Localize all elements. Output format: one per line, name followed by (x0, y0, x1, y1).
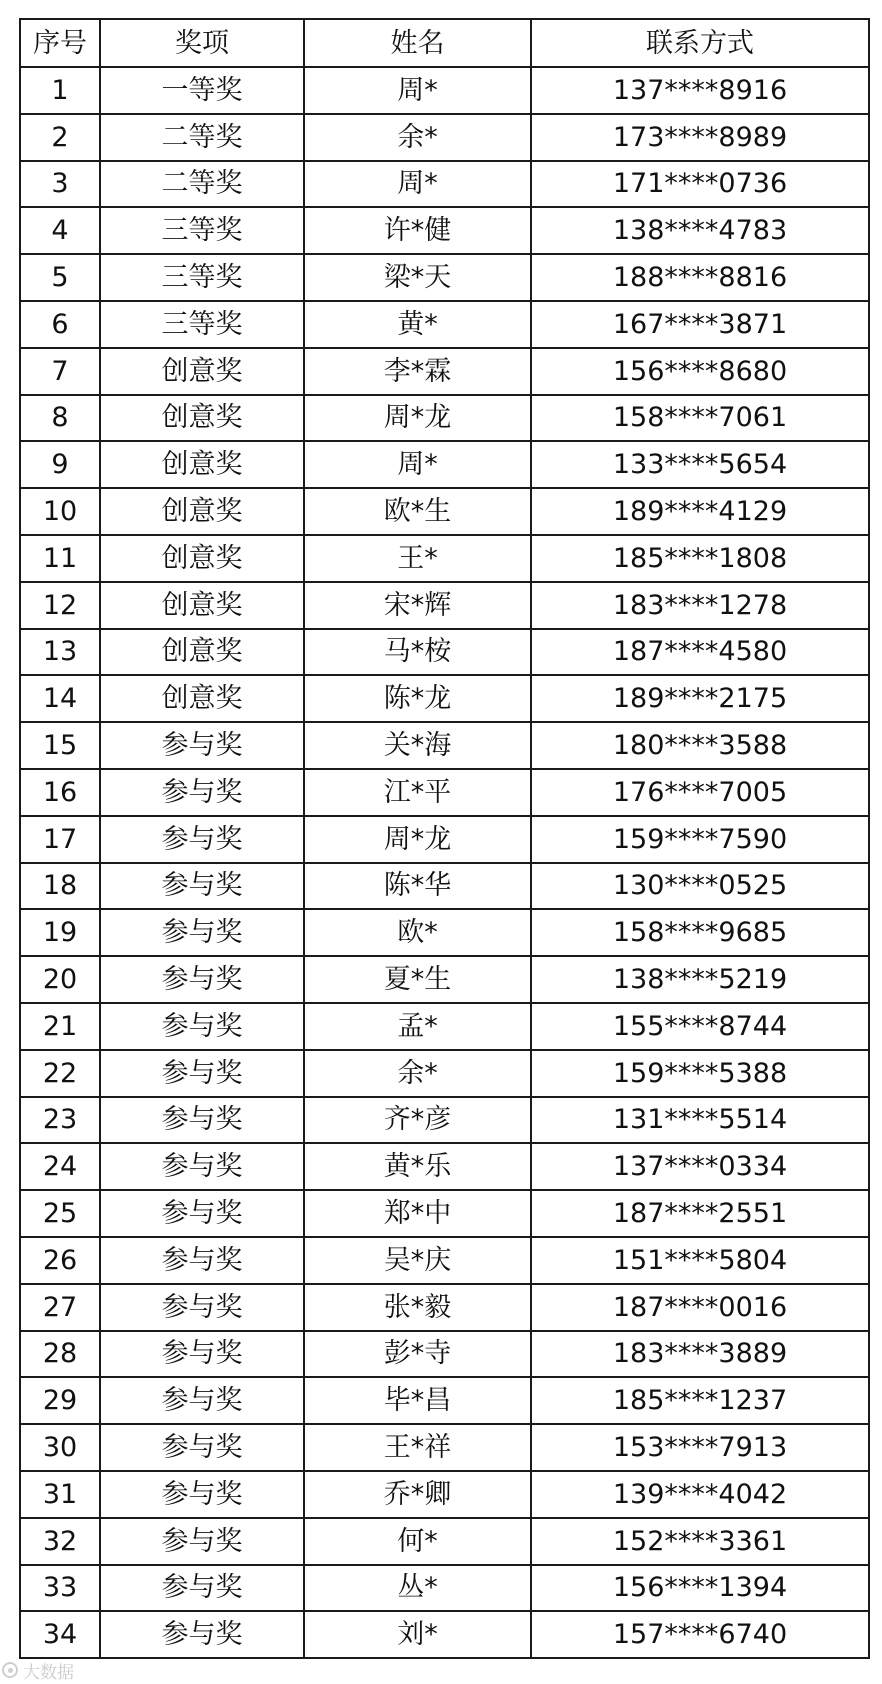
cell-prize: 参与奖 (100, 1471, 304, 1518)
cell-name: 李*霖 (304, 348, 531, 395)
cell-seq: 26 (20, 1237, 100, 1284)
cell-name: 关*海 (304, 722, 531, 769)
table-row (20, 301, 869, 348)
cell-seq: 25 (20, 1190, 100, 1237)
cell-contact: 173****8989 (531, 114, 869, 161)
table-row (20, 488, 869, 535)
cell-prize: 三等奖 (100, 301, 304, 348)
cell-seq: 21 (20, 1003, 100, 1050)
cell-prize: 一等奖 (100, 67, 304, 114)
cell-contact: 187****0016 (531, 1284, 869, 1331)
header-name: 姓名 (304, 19, 531, 67)
cell-contact: 189****4129 (531, 488, 869, 535)
cell-seq: 12 (20, 582, 100, 629)
cell-contact: 156****1394 (531, 1565, 869, 1612)
cell-contact: 185****1808 (531, 535, 869, 582)
cell-prize: 参与奖 (100, 1190, 304, 1237)
table-row (20, 535, 869, 582)
logo-circle-icon (2, 1662, 18, 1678)
watermark-text: 大数据 (23, 1662, 74, 1683)
cell-prize: 参与奖 (100, 1331, 304, 1378)
cell-name: 黄*乐 (304, 1143, 531, 1190)
cell-name: 周*龙 (304, 395, 531, 442)
cell-prize: 创意奖 (100, 629, 304, 676)
cell-contact: 158****7061 (531, 395, 869, 442)
cell-seq: 2 (20, 114, 100, 161)
cell-seq: 27 (20, 1284, 100, 1331)
cell-contact: 157****6740 (531, 1611, 869, 1658)
cell-seq: 1 (20, 67, 100, 114)
cell-prize: 参与奖 (100, 1143, 304, 1190)
cell-seq: 16 (20, 769, 100, 816)
cell-seq: 28 (20, 1331, 100, 1378)
table-row (20, 863, 869, 910)
cell-name: 王*祥 (304, 1424, 531, 1471)
cell-name: 乔*卿 (304, 1471, 531, 1518)
cell-name: 毕*昌 (304, 1377, 531, 1424)
cell-contact: 171****0736 (531, 161, 869, 208)
watermark (2, 1659, 74, 1681)
cell-name: 齐*彦 (304, 1097, 531, 1144)
cell-seq: 5 (20, 254, 100, 301)
cell-contact: 180****3588 (531, 722, 869, 769)
header-prize: 奖项 (100, 19, 304, 67)
cell-contact: 187****4580 (531, 629, 869, 676)
cell-contact: 188****8816 (531, 254, 869, 301)
cell-name: 周* (304, 441, 531, 488)
table-row (20, 1377, 869, 1424)
cell-prize: 参与奖 (100, 1611, 304, 1658)
cell-name: 宋*辉 (304, 582, 531, 629)
cell-contact: 138****4783 (531, 207, 869, 254)
cell-seq: 18 (20, 863, 100, 910)
cell-contact: 176****7005 (531, 769, 869, 816)
cell-prize: 创意奖 (100, 582, 304, 629)
cell-prize: 参与奖 (100, 909, 304, 956)
cell-name: 郑*中 (304, 1190, 531, 1237)
cell-name: 周* (304, 161, 531, 208)
table-row (20, 1518, 869, 1565)
cell-seq: 9 (20, 441, 100, 488)
table-row (20, 1611, 869, 1658)
cell-name: 彭*寺 (304, 1331, 531, 1378)
table-row (20, 675, 869, 722)
cell-prize: 创意奖 (100, 535, 304, 582)
cell-seq: 20 (20, 956, 100, 1003)
cell-name: 王* (304, 535, 531, 582)
cell-name: 梁*天 (304, 254, 531, 301)
cell-contact: 130****0525 (531, 863, 869, 910)
cell-prize: 参与奖 (100, 956, 304, 1003)
table-row (20, 769, 869, 816)
cell-prize: 二等奖 (100, 114, 304, 161)
cell-name: 陈*华 (304, 863, 531, 910)
table-row (20, 1237, 869, 1284)
cell-contact: 155****8744 (531, 1003, 869, 1050)
cell-prize: 参与奖 (100, 1518, 304, 1565)
cell-prize: 创意奖 (100, 395, 304, 442)
cell-name: 欧* (304, 909, 531, 956)
cell-seq: 3 (20, 161, 100, 208)
cell-name: 余* (304, 1050, 531, 1097)
cell-contact: 185****1237 (531, 1377, 869, 1424)
cell-seq: 19 (20, 909, 100, 956)
cell-contact: 139****4042 (531, 1471, 869, 1518)
cell-name: 许*健 (304, 207, 531, 254)
cell-contact: 159****5388 (531, 1050, 869, 1097)
cell-contact: 167****3871 (531, 301, 869, 348)
table-row (20, 254, 869, 301)
cell-name: 周*龙 (304, 816, 531, 863)
table-header (20, 19, 869, 67)
cell-contact: 153****7913 (531, 1424, 869, 1471)
cell-prize: 参与奖 (100, 1424, 304, 1471)
cell-name: 余* (304, 114, 531, 161)
cell-prize: 创意奖 (100, 675, 304, 722)
cell-seq: 32 (20, 1518, 100, 1565)
table-row (20, 114, 869, 161)
cell-contact: 131****5514 (531, 1097, 869, 1144)
table-row (20, 161, 869, 208)
table-row (20, 629, 869, 676)
cell-seq: 30 (20, 1424, 100, 1471)
winners-sheet (19, 18, 868, 1659)
cell-prize: 参与奖 (100, 1050, 304, 1097)
winners-table (19, 18, 870, 1659)
cell-seq: 8 (20, 395, 100, 442)
table-row (20, 441, 869, 488)
cell-name: 丛* (304, 1565, 531, 1612)
table-body (20, 67, 869, 1658)
cell-prize: 创意奖 (100, 488, 304, 535)
cell-prize: 三等奖 (100, 207, 304, 254)
table-row (20, 909, 869, 956)
table-row (20, 722, 869, 769)
cell-name: 张*毅 (304, 1284, 531, 1331)
table-row (20, 816, 869, 863)
cell-contact: 158****9685 (531, 909, 869, 956)
cell-contact: 159****7590 (531, 816, 869, 863)
table-row (20, 348, 869, 395)
cell-seq: 24 (20, 1143, 100, 1190)
table-row (20, 1424, 869, 1471)
cell-name: 马*桉 (304, 629, 531, 676)
cell-prize: 参与奖 (100, 769, 304, 816)
cell-seq: 15 (20, 722, 100, 769)
cell-contact: 183****1278 (531, 582, 869, 629)
cell-seq: 31 (20, 1471, 100, 1518)
cell-seq: 17 (20, 816, 100, 863)
cell-contact: 187****2551 (531, 1190, 869, 1237)
cell-contact: 133****5654 (531, 441, 869, 488)
cell-prize: 参与奖 (100, 722, 304, 769)
cell-seq: 14 (20, 675, 100, 722)
header-row (20, 19, 869, 67)
cell-contact: 189****2175 (531, 675, 869, 722)
cell-name: 周* (304, 67, 531, 114)
cell-prize: 参与奖 (100, 1565, 304, 1612)
header-seq: 序号 (20, 19, 100, 67)
cell-name: 陈*龙 (304, 675, 531, 722)
cell-name: 何* (304, 1518, 531, 1565)
table-row (20, 956, 869, 1003)
cell-seq: 13 (20, 629, 100, 676)
cell-contact: 151****5804 (531, 1237, 869, 1284)
cell-seq: 34 (20, 1611, 100, 1658)
table-row (20, 1331, 869, 1378)
cell-contact: 183****3889 (531, 1331, 869, 1378)
cell-seq: 11 (20, 535, 100, 582)
table-row (20, 582, 869, 629)
cell-prize: 参与奖 (100, 816, 304, 863)
cell-prize: 创意奖 (100, 348, 304, 395)
table-row (20, 395, 869, 442)
cell-name: 吴*庆 (304, 1237, 531, 1284)
cell-contact: 152****3361 (531, 1518, 869, 1565)
table-row (20, 1471, 869, 1518)
cell-seq: 23 (20, 1097, 100, 1144)
cell-contact: 137****0334 (531, 1143, 869, 1190)
cell-seq: 4 (20, 207, 100, 254)
cell-seq: 6 (20, 301, 100, 348)
cell-prize: 参与奖 (100, 1097, 304, 1144)
cell-seq: 22 (20, 1050, 100, 1097)
cell-name: 孟* (304, 1003, 531, 1050)
cell-prize: 三等奖 (100, 254, 304, 301)
table-row (20, 1003, 869, 1050)
cell-prize: 参与奖 (100, 863, 304, 910)
table-row (20, 1050, 869, 1097)
cell-seq: 7 (20, 348, 100, 395)
cell-prize: 参与奖 (100, 1003, 304, 1050)
table-row (20, 207, 869, 254)
cell-contact: 137****8916 (531, 67, 869, 114)
cell-prize: 参与奖 (100, 1237, 304, 1284)
table-row (20, 1284, 869, 1331)
cell-name: 刘* (304, 1611, 531, 1658)
table-row (20, 1565, 869, 1612)
cell-prize: 参与奖 (100, 1284, 304, 1331)
header-contact: 联系方式 (531, 19, 869, 67)
table-row (20, 1097, 869, 1144)
cell-contact: 156****8680 (531, 348, 869, 395)
cell-seq: 33 (20, 1565, 100, 1612)
cell-name: 欧*生 (304, 488, 531, 535)
cell-name: 夏*生 (304, 956, 531, 1003)
cell-prize: 二等奖 (100, 161, 304, 208)
cell-seq: 29 (20, 1377, 100, 1424)
table-row (20, 67, 869, 114)
cell-contact: 138****5219 (531, 956, 869, 1003)
cell-seq: 10 (20, 488, 100, 535)
cell-name: 江*平 (304, 769, 531, 816)
cell-prize: 创意奖 (100, 441, 304, 488)
table-row (20, 1143, 869, 1190)
table-row (20, 1190, 869, 1237)
cell-prize: 参与奖 (100, 1377, 304, 1424)
cell-name: 黄* (304, 301, 531, 348)
